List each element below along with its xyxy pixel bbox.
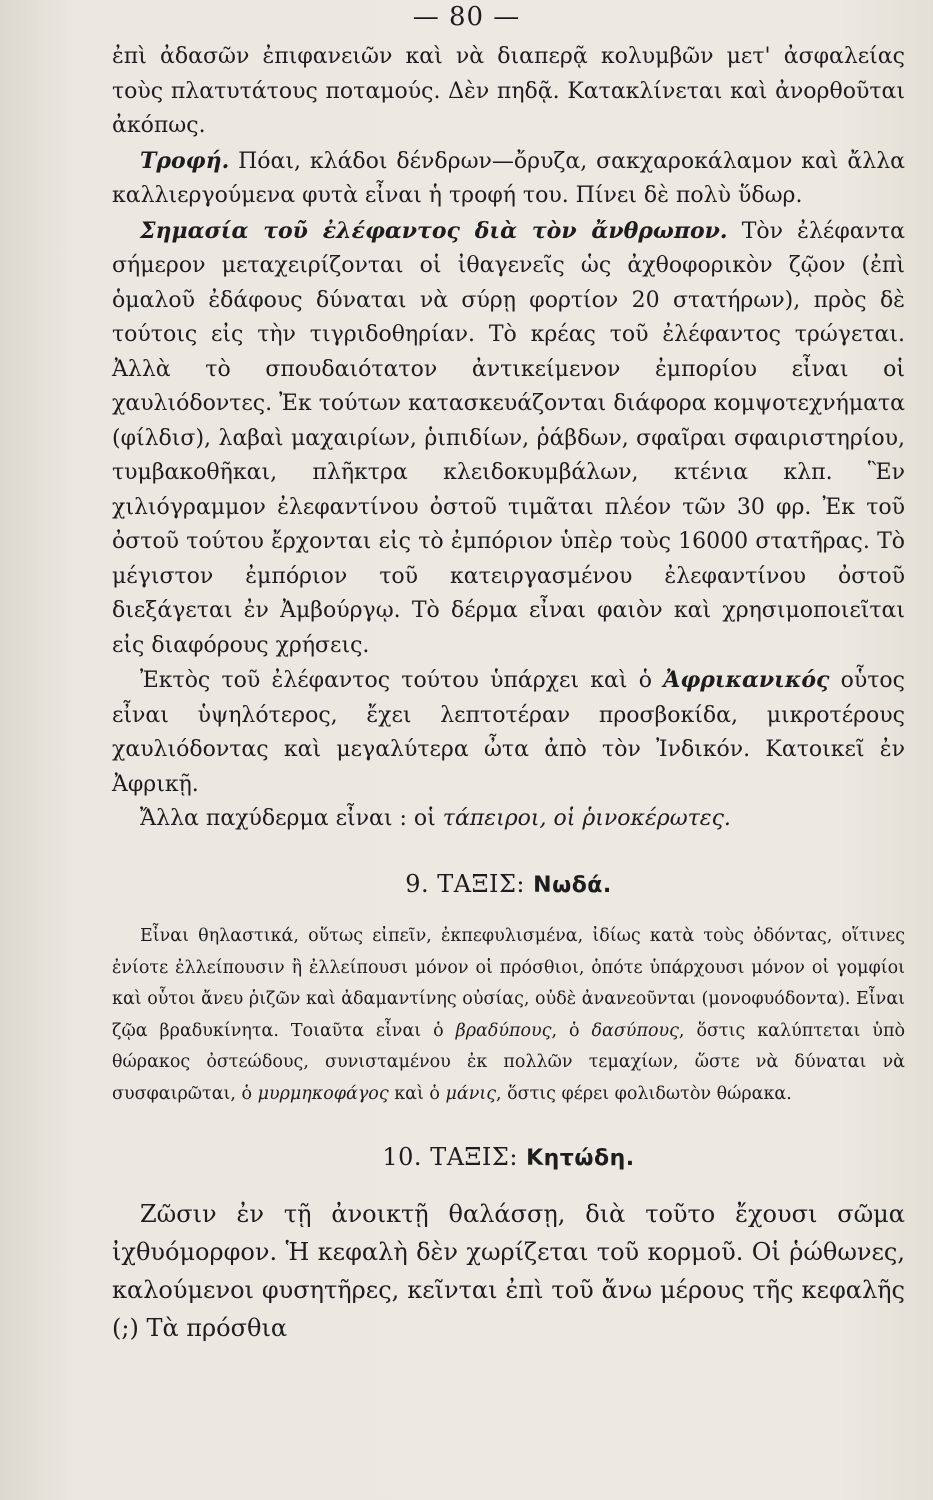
paragraph-text-african-2: οὗτος εἶναι ὑψηλότερος, ἔχει λεπτοτέραν προσβοκίδα, μικροτέρους χαυλιόδοντας καὶ μεγαλύτερα ὦτα ἀπὸ τὸν Ἰνδικόν. Κατοικεῖ ἐν Ἀφρικῇ. (112, 668, 905, 797)
term-pangolin: μάνις (445, 1083, 496, 1104)
section-number: 10. (382, 1143, 423, 1171)
section-text-part: Εἶναι θηλαστικά, οὕτως εἰπεῖν, ἐκπεφυλισμένα, ἰδίως κατὰ τοὺς ὀδόντας, οἵτινες ἐνίοτε ἐλλείπουσιν ἢ ἐλλείπουσι μόνον οἱ πρόσθιοι, ὁπότε ὑπάρχουσι μόνον οἱ γομφίοι καὶ οὗτοι ἄνευ ῥιζῶν καὶ ἀδαμαντίνης οὐσίας, οὐδὲ ἀνανεοῦνται (μονοφυόδοντα). Εἶναι ζῷα βραδυκίνητα. Τοιαῦτα εἶναι ὁ (112, 926, 905, 1041)
paragraph-african-elephant (112, 663, 905, 802)
paragraph-heading-importance: Σημασία τοῦ ἐλέφαντος διὰ τὸν ἄνθρωπον. (140, 217, 728, 244)
paragraph-heading-food: Τροφή. (140, 147, 230, 174)
paragraph-text-importance: Τὸν ἐλέφαντα σήμερον μεταχειρίζονται οἱ ἰθαγενεῖς ὡς ἀχθοφορικὸν ζῷον (ἐπὶ ὁμαλοῦ ἐδάφους δύναται νὰ σύρῃ φορτίον 20 στατήρων), πρὸς δὲ τούτοις εἰς τὴν τιγριδοθηρίαν. Τὸ κρέας τοῦ ἐλέφαντος τρώγεται. Ἀλλὰ τὸ σπουδαιότατον ἀντικείμενον ἐμπορίου εἶναι οἱ χαυλιόδοντες. Ἐκ τούτων κατασκευάζονται διάφορα κομψοτεχνήματα (φίλδισ), λαβαὶ μαχαιρίων, ῥιπιδίων, ῥάβδων, σφαῖραι σφαιριστηρίου, τυμβακοθῆκαι, πλῆκτρα κλειδοκυμβάλων, κτένια κλπ. Ἓν χιλιόγραμμον ἐλεφαντίνου ὀστοῦ τιμᾶται πλέον τῶν 30 φρ. Ἐκ τοῦ ὀστοῦ τούτου ἔρχονται εἰς τὸ ἐμπόριον ὑπὲρ τοὺς 16000 στατῆρας. Τὸ μέγιστον ἐμπόριον τοῦ κατειργασμένου ἐλεφαντίνου ὀστοῦ διεξάγεται ἐν Ἀμβούργῳ. Τὸ δέρμα εἶναι φαιὸν καὶ χρησιμοποιεῖται εἰς διαφόρους χρήσεις. (112, 218, 905, 658)
section-text-10: Ζῶσιν ἐν τῇ ἀνοικτῇ θαλάσσῃ, διὰ τοῦτο ἔχουσι σῶμα ἰχθυόμορφον. Ἡ κεφαλὴ δὲν χωρίζεται τοῦ κορμοῦ. Οἱ ῥώθωνες, καλούμενοι φυσητῆρες, κεῖνται ἐπὶ τοῦ ἄνω μέρους τῆς κεφαλῆς (;) Τὰ πρόσθια (112, 1199, 905, 1342)
term-anteater: μυρμηκοφάγος (257, 1083, 389, 1104)
section-heading-9 (112, 867, 905, 904)
section-text-part: , ὅστις καλύπτεται ὑπὸ θώρακος ὀστεώδους, συνισταμένου ἐκ πολλῶν τεμαχίων, ὥστε νὰ δύναται νὰ συσφαιρῶται, ὁ (112, 1020, 905, 1104)
term-armadillo: δασύπους (591, 1020, 679, 1041)
section-heading-10 (112, 1140, 905, 1177)
section-kind: Νωδά. (533, 872, 612, 898)
section-kind: Κητώδη. (526, 1146, 635, 1171)
term-sloth: βραδύπους (455, 1020, 552, 1041)
term-african: Ἀφρικανικός (663, 667, 830, 693)
section-number: 9. (405, 869, 430, 898)
paragraph-text-african-1: Ἐκτὸς τοῦ ἐλέφαντος τούτου ὑπάρχει καὶ ὁ (140, 668, 664, 693)
section-text-9 (112, 921, 905, 1110)
page-body (112, 40, 905, 1347)
paragraph-locomotion: ἐπὶ ἀδασῶν ἐπιφανειῶν καὶ νὰ διαπερᾷ κολυμβῶν μετ' ἀσφαλείας τοὺς πλατυτάτους ποταμούς. Δὲν πηδᾷ. Κατακλίνεται καὶ ἀνορθοῦται ἀκόπως. (112, 44, 905, 138)
paragraph-text-pachyderms: Ἄλλα παχύδερμα εἶναι : οἱ (140, 806, 443, 831)
page-number: — 80 — (412, 2, 521, 32)
section-label: ΤΑΞΙΣ: (437, 869, 526, 898)
section-text-part: , ὁ (551, 1020, 592, 1041)
paragraph-text-food: Πόαι, κλάδοι δένδρων—ὄρυζα, σακχαροκάλαμον καὶ ἄλλα καλλιεργούμενα φυτὰ εἶναι ἡ τροφή του. Πίνει δὲ πολὺ ὕδωρ. (112, 148, 905, 208)
section-label: ΤΑΞΙΣ: (430, 1143, 518, 1171)
section-text-part: καὶ ὁ (388, 1083, 446, 1104)
paragraph-food (112, 144, 905, 214)
term-pachyderms: τάπειροι, οἱ ῥινοκέρωτες. (442, 806, 731, 831)
paragraph-other-pachyderms (112, 802, 905, 837)
section-text-part: , ὅστις φέρει φολιδωτὸν θώρακα. (496, 1083, 792, 1104)
paragraph-importance (112, 214, 905, 664)
